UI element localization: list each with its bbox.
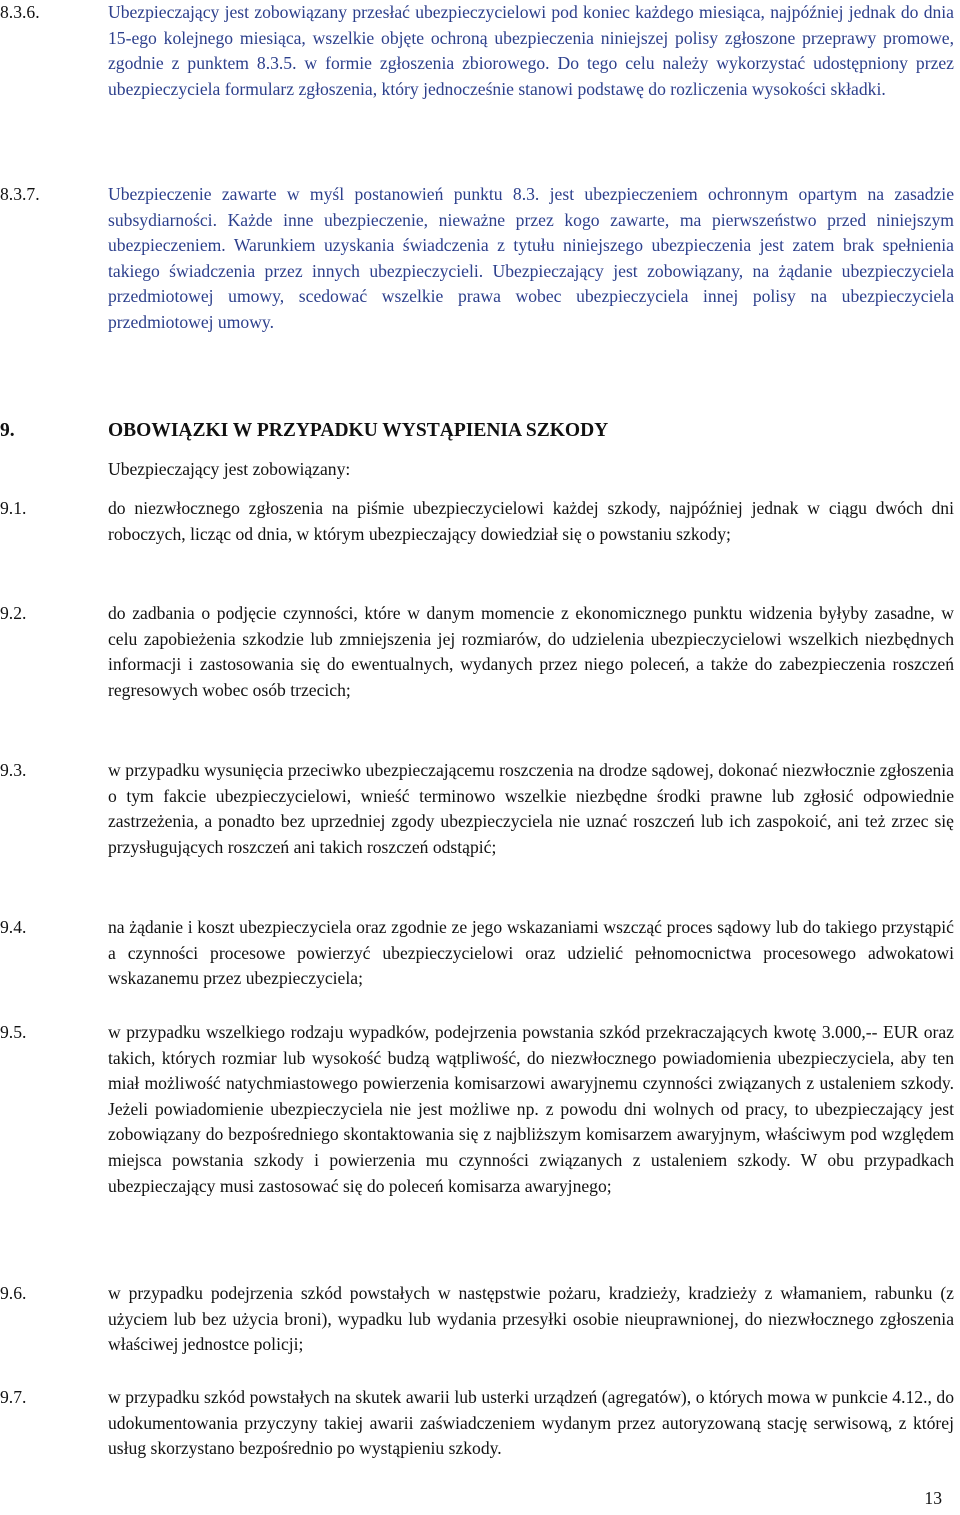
paragraph-text: Ubezpieczający jest zobowiązany przesłać ubezpieczycielowi pod koniec każdego miesiąca, najpóźniej jednak do dnia 15-ego kolejnego miesiąca, wszelkie objęte ochroną ubezpieczenia niniejszej polisy zgłoszone przeprawy promowe, zgodnie z punktem 8.3.5. w formie zgłoszenia zbiorowego. Do tego celu należy wykorzystać udostępniony przez ubezpieczyciela formularz zgłoszenia, który jednocześnie stanowi podstawę do rozliczenia wysokości składki. [108,2,954,99]
item-number: 9.3. [0,760,27,780]
section-title: OBOWIĄZKI W PRZYPADKU WYSTĄPIENIA SZKODY [108,420,609,441]
item-number: 9.1. [0,498,27,518]
item-text: w przypadku wszelkiego rodzaju wypadków, podejrzenia powstania szkód przekraczających kwotę 3.000,-- EUR oraz takich, których rozmiar lub wysokość budzą wątpliwość, do niezwłocznego powiadomienia ubezpieczyciela, aby ten miał możliwość natychmiastowego powierzenia komisarzowi awaryjnemu czynności związanych z ustaleniem szkody. Jeżeli powiadomienie ubezpieczyciela nie jest możliwe np. z powodu dni wolnych od pracy, to ubezpieczający jest zobowiązany do bezpośredniego skontaktowania się z najbliższym komisarzem awaryjnym, właściwym pod względem miejsca powstania szkody i powierzenia mu czynności związanych z ustaleniem szkody. W obu przypadkach ubezpieczający musi zastosować się do poleceń komisarza awaryjnego; [108,1022,954,1196]
item-text: na żądanie i koszt ubezpieczyciela oraz zgodnie ze jego wskazaniami wszcząć proces sądowy lub do takiego przystąpić a czynności procesowe powierzyć ubezpieczycielowi oraz udzielić pełnomocnictwa procesowego adwokatowi wskazanemu przez ubezpieczyciela; [108,917,954,989]
item-number: 9.2. [0,603,27,623]
paragraph-number: 8.3.7. [0,184,40,204]
item-text: do niezwłocznego zgłoszenia na piśmie ubezpieczycielowi każdej szkody, najpóźniej jednak w ciągu dwóch dni roboczych, licząc od dnia, w którym ubezpieczający dowiedział się o powstaniu szkody; [108,498,954,544]
paragraph-number: 8.3.6. [0,2,40,22]
page-number: 13 [924,1488,942,1508]
item-text: w przypadku podejrzenia szkód powstałych w następstwie pożaru, kradzieży, kradzieży z włamaniem, rabunku (z użyciem lub bez użycia broni), wypadku lub wydania przesyłki osobie nieuprawnionej, do niezwłocznego zgłoszenia właściwej jednostce policji; [108,1283,954,1355]
item-number: 9.4. [0,917,27,937]
item-text: do zadbania o podjęcie czynności, które w danym momencie z ekonomicznego punktu widzenia byłyby zasadne, w celu zapobieżenia szkodzie lub zmniejszenia jej rozmiarów, do udzielenia ubezpieczycielowi wszelkich niezbędnych informacji i zastosowania się do ewentualnych, wydanych przez niego poleceń, a także do zabezpieczenia roszczeń regresowych wobec osób trzecich; [108,603,954,700]
item-number: 9.5. [0,1022,27,1042]
item-text: w przypadku wysunięcia przeciwko ubezpieczającemu roszczenia na drodze sądowej, dokonać niezwłocznie zgłoszenia o tym fakcie ubezpieczycielowi, wnieść terminowo wszelkie niezbędne środki prawne lub zgłosić odpowiednie zastrzeżenia, a ponadto bez uprzedniej zgody ubezpieczyciela nie uznać roszczeń lub ich zaspokoić, ani też zrzec się przysługujących roszczeń ani takich roszczeń odstąpić; [108,760,954,857]
item-number: 9.6. [0,1283,27,1303]
section-intro: Ubezpieczający jest zobowiązany: [108,459,351,479]
item-number: 9.7. [0,1387,27,1407]
item-text: w przypadku szkód powstałych na skutek awarii lub usterki urządzeń (agregatów), o których mowa w punkcie 4.12., do udokumentowania przyczyny takiej awarii zaświadczeniem wydanym przez autoryzowaną stację serwisową, z której usług skorzystano bezpośrednio po wystąpieniu szkody. [108,1387,954,1459]
paragraph-text: Ubezpieczenie zawarte w myśl postanowień punktu 8.3. jest ubezpieczeniem ochronnym opartym na zasadzie subsydiarności. Każde inne ubezpieczenie, nieważne przez kogo zawarte, ma pierwszeństwo przed niniejszym ubezpieczeniem. Warunkiem uzyskania świadczenia z tytułu niniejszego ubezpieczenia jest zatem brak spełnienia takiego świadczenia przez innych ubezpieczycieli. Ubezpieczający jest zobowiązany, na żądanie ubezpieczyciela przedmiotowej umowy, scedować wszelkie prawa wobec ubezpieczyciela innej polisy na ubezpieczyciela przedmiotowej umowy. [108,184,954,332]
section-number: 9. [0,420,15,441]
